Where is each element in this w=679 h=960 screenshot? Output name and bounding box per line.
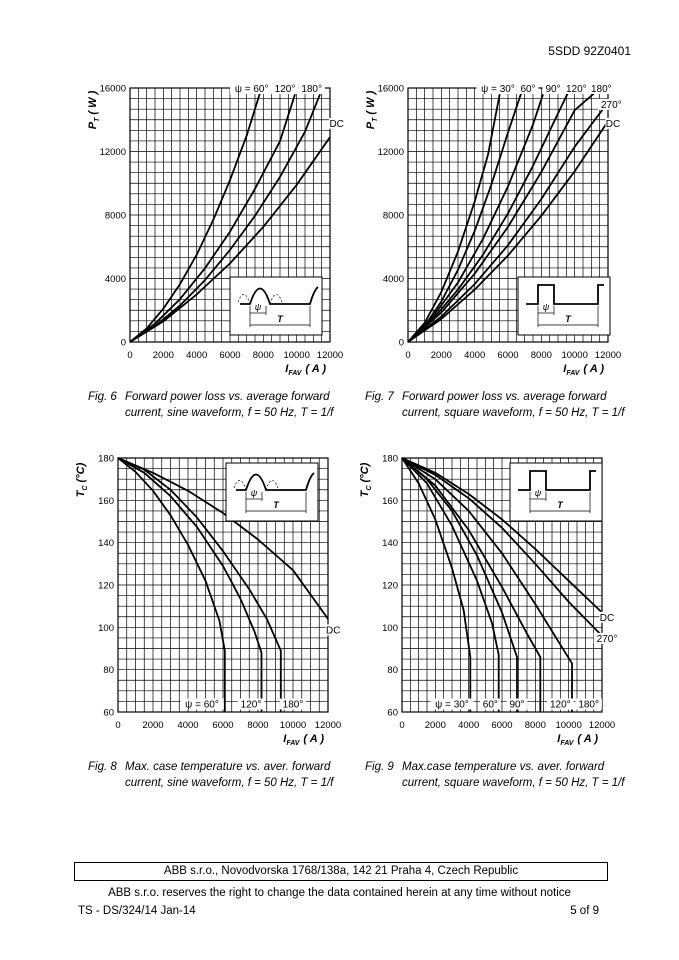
y-tick-label: 8000 xyxy=(382,210,404,222)
y-tick-label: 160 xyxy=(382,495,398,507)
caption-line2: current, sine waveform, f = 50 Hz, T = 1/f xyxy=(125,407,334,419)
curve-label: 180° xyxy=(282,699,304,711)
x-tick-label: 2000 xyxy=(430,350,452,361)
x-tick-label: 12000 xyxy=(316,350,344,361)
y-tick-label: 16000 xyxy=(99,83,126,95)
period-label: T xyxy=(277,314,283,324)
caption-line1: Max. case temperature vs. aver. forward xyxy=(125,761,331,773)
chart-fig9 xyxy=(359,448,652,748)
x-tick-label: 12000 xyxy=(588,720,616,731)
curve-label: 60° xyxy=(520,84,536,95)
x-tick-label: 4000 xyxy=(177,720,199,731)
psi-label: ψ xyxy=(534,488,542,498)
y-tick-label: 12000 xyxy=(99,147,126,158)
caption-line1: Forward power loss vs. average forward xyxy=(402,391,607,403)
x-axis-label: $I_{FAV}$ ( A ) xyxy=(283,733,324,747)
x-axis-label: $I_{FAV}$ ( A ) xyxy=(557,733,598,747)
curve-label: 120° xyxy=(240,699,262,711)
x-axis-label: $I_{FAV}$ ( A ) xyxy=(285,363,326,377)
curve-label: DC xyxy=(605,118,621,130)
footer-doc-ref: TS - DS/324/14 Jan-14 xyxy=(78,905,196,917)
y-tick-label: 16000 xyxy=(377,83,404,95)
period-label: T xyxy=(565,314,571,324)
x-tick-label: 0 xyxy=(399,720,405,731)
x-tick-label: 2000 xyxy=(142,720,164,731)
y-tick-label: 180 xyxy=(98,453,114,465)
y-tick-label: 80 xyxy=(387,665,398,677)
inset-frame xyxy=(510,463,602,521)
x-tick-label: 6000 xyxy=(497,350,519,361)
curve-label: 270° xyxy=(600,99,622,111)
y-tick-label: 140 xyxy=(98,538,114,550)
y-axis-label: $P_T$( W ) xyxy=(87,90,101,130)
waveform-inset xyxy=(230,277,322,335)
waveform-inset xyxy=(518,277,610,335)
psi-label: ψ xyxy=(250,488,258,498)
curve-label: DC xyxy=(599,612,615,624)
x-tick-label: 4000 xyxy=(458,720,480,731)
footer-notice: ABB s.r.o. reserves the right to change the data contained herein at any time without notice xyxy=(108,887,571,899)
x-tick-label: 4000 xyxy=(464,350,486,361)
curve-label: 120° xyxy=(565,84,587,95)
period-label: T xyxy=(557,500,563,510)
caption-number: Fig. 8 xyxy=(88,761,117,773)
x-tick-label: 8000 xyxy=(524,720,546,731)
chart-fig6 xyxy=(82,78,357,378)
curve-label: 270° xyxy=(596,633,618,645)
x-tick-label: 10000 xyxy=(283,350,310,361)
x-tick-label: 6000 xyxy=(219,350,241,361)
curve-label: ψ = 30° xyxy=(481,84,515,95)
curve-label: ψ = 60° xyxy=(185,699,219,711)
y-tick-label: 0 xyxy=(398,337,404,349)
y-tick-label: 8000 xyxy=(104,210,126,222)
period-label: T xyxy=(273,500,279,510)
y-tick-label: 100 xyxy=(98,622,114,634)
x-tick-label: 8000 xyxy=(530,350,552,361)
curve-label: ψ = 30° xyxy=(435,699,469,711)
caption-number: Fig. 9 xyxy=(365,761,394,773)
x-tick-label: 0 xyxy=(115,720,121,731)
y-axis-label: $P_T$( W ) xyxy=(365,90,379,130)
caption-line2: current, square waveform, f = 50 Hz, T = 1/f xyxy=(402,407,625,419)
caption-line2: current, sine waveform, f = 50 Hz, T = 1/f xyxy=(125,777,334,789)
caption-line1: Max.case temperature vs. aver. forward xyxy=(402,761,605,773)
curve-label: 120° xyxy=(549,699,571,711)
y-tick-label: 60 xyxy=(103,707,114,719)
y-axis-label: $T_C(^\circ C)$ xyxy=(359,462,373,498)
chart-fig7 xyxy=(360,78,650,378)
x-tick-label: 8000 xyxy=(247,720,269,731)
caption-line2: current, square waveform, f = 50 Hz, T = 1/f xyxy=(402,777,625,789)
x-tick-label: 6000 xyxy=(491,720,513,731)
y-tick-label: 120 xyxy=(382,580,398,592)
caption-number: Fig. 7 xyxy=(365,391,394,403)
footer-page-number: 5 of 9 xyxy=(570,905,599,917)
y-tick-label: 4000 xyxy=(382,274,404,285)
x-tick-label: 8000 xyxy=(252,350,274,361)
curve-label: 180° xyxy=(578,699,600,711)
y-tick-label: 60 xyxy=(387,707,398,719)
inset-frame xyxy=(226,463,318,521)
curve-label: ψ = 60° xyxy=(234,84,269,95)
y-tick-label: 80 xyxy=(103,665,114,677)
x-axis-label: $I_{FAV}$ ( A ) xyxy=(563,363,604,377)
x-tick-label: 12000 xyxy=(594,350,622,361)
curve-label: 180° xyxy=(590,84,612,95)
y-tick-label: 180 xyxy=(382,453,398,465)
x-tick-label: 12000 xyxy=(314,720,342,731)
curve-label: DC xyxy=(326,625,341,637)
y-tick-label: 4000 xyxy=(104,274,126,285)
inset-frame xyxy=(230,277,322,335)
curve-label: DC xyxy=(329,118,344,130)
psi-label: ψ xyxy=(542,302,550,312)
curve-label: 90° xyxy=(509,699,525,711)
chart-fig8 xyxy=(75,448,358,748)
y-axis-label: $T_C(^\circ C)$ xyxy=(75,462,89,498)
x-tick-label: 10000 xyxy=(279,720,307,731)
waveform-inset xyxy=(510,463,602,521)
curve-label: 60° xyxy=(482,699,498,711)
curve-label: 120° xyxy=(274,84,296,95)
caption-line1: Forward power loss vs. average forward xyxy=(125,391,330,403)
x-tick-label: 4000 xyxy=(186,350,208,361)
y-tick-label: 140 xyxy=(382,538,398,550)
caption-number: Fig. 6 xyxy=(88,391,117,403)
document-id: 5SDD 92Z0401 xyxy=(548,44,631,58)
curve-label: 180° xyxy=(301,84,323,95)
x-tick-label: 10000 xyxy=(555,720,582,731)
x-tick-label: 2000 xyxy=(424,720,446,731)
x-tick-label: 6000 xyxy=(212,720,234,731)
y-tick-label: 120 xyxy=(98,580,114,592)
waveform-inset xyxy=(226,463,318,521)
y-tick-label: 0 xyxy=(120,337,126,349)
footer-address: ABB s.r.o., Novodvorska 1768/138a, 142 21 Praha 4, Czech Republic xyxy=(74,862,608,881)
inset-frame xyxy=(518,277,610,335)
x-tick-label: 2000 xyxy=(152,350,174,361)
x-tick-label: 0 xyxy=(405,350,411,361)
y-tick-label: 160 xyxy=(98,495,114,507)
x-tick-label: 10000 xyxy=(561,350,588,361)
y-tick-label: 12000 xyxy=(377,147,404,158)
x-tick-label: 0 xyxy=(127,350,133,361)
y-tick-label: 100 xyxy=(382,622,398,634)
curve-label: 90° xyxy=(545,84,561,95)
psi-label: ψ xyxy=(254,302,262,312)
